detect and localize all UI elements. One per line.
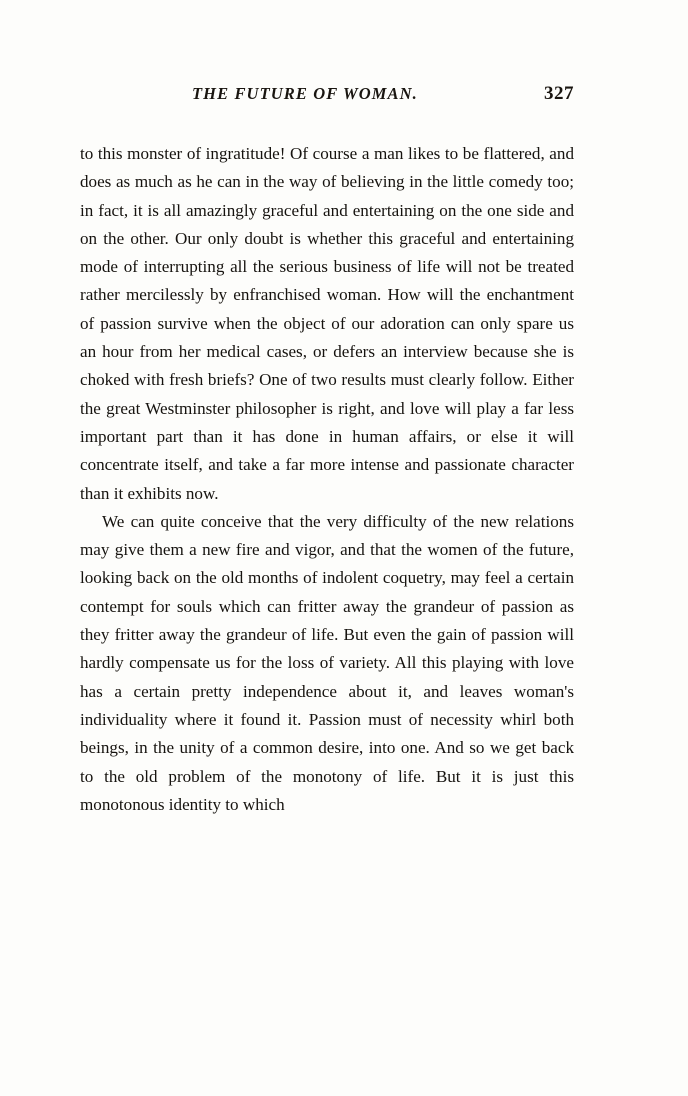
page-content	[80, 84, 574, 819]
paragraph: to this monster of ingratitude! Of course a man likes to be flattered, and does as much as he can in the way of believing in the little comedy too; in fact, it is all amazingly graceful and entertaining on the one side and on the other. Our only doubt is whether this graceful and entertaining mode of interrupting all the serious business of life will not be treated rather mercilessly by enfranchised woman. How will the enchantment of passion survive when the object of our adoration can only spare us an hour from her medical cases, or defers an interview because she is choked with fresh briefs? One of two results must clearly follow. Either the great Westminster philosopher is right, and love will play a far less important part than it has done in human affairs, or else it will concentrate itself, and take a far more intense and passionate character than it exhibits now.	[80, 144, 574, 503]
running-title: THE FUTURE OF WOMAN.	[192, 84, 418, 103]
paragraph: We can quite conceive that the very difficulty of the new relations may give them a new fire and vigor, and that the women of the future, looking back on the old months of indolent coquetry, may feel a certain contempt for souls which can fritter away the grandeur of passion as they fritter away the grandeur of life. But even the gain of passion will hardly compensate us for the loss of variety. All this playing with love has a certain pretty independence about it, and leaves woman's individuality where it found it. Passion must of necessity whirl both beings, in the unity of a common desire, into one. And so we get back to the old problem of the monotony of life. But it is just this monotonous identity to which	[80, 511, 574, 814]
running-head	[80, 84, 574, 114]
body-text	[80, 140, 574, 819]
page-number: 327	[544, 83, 574, 104]
